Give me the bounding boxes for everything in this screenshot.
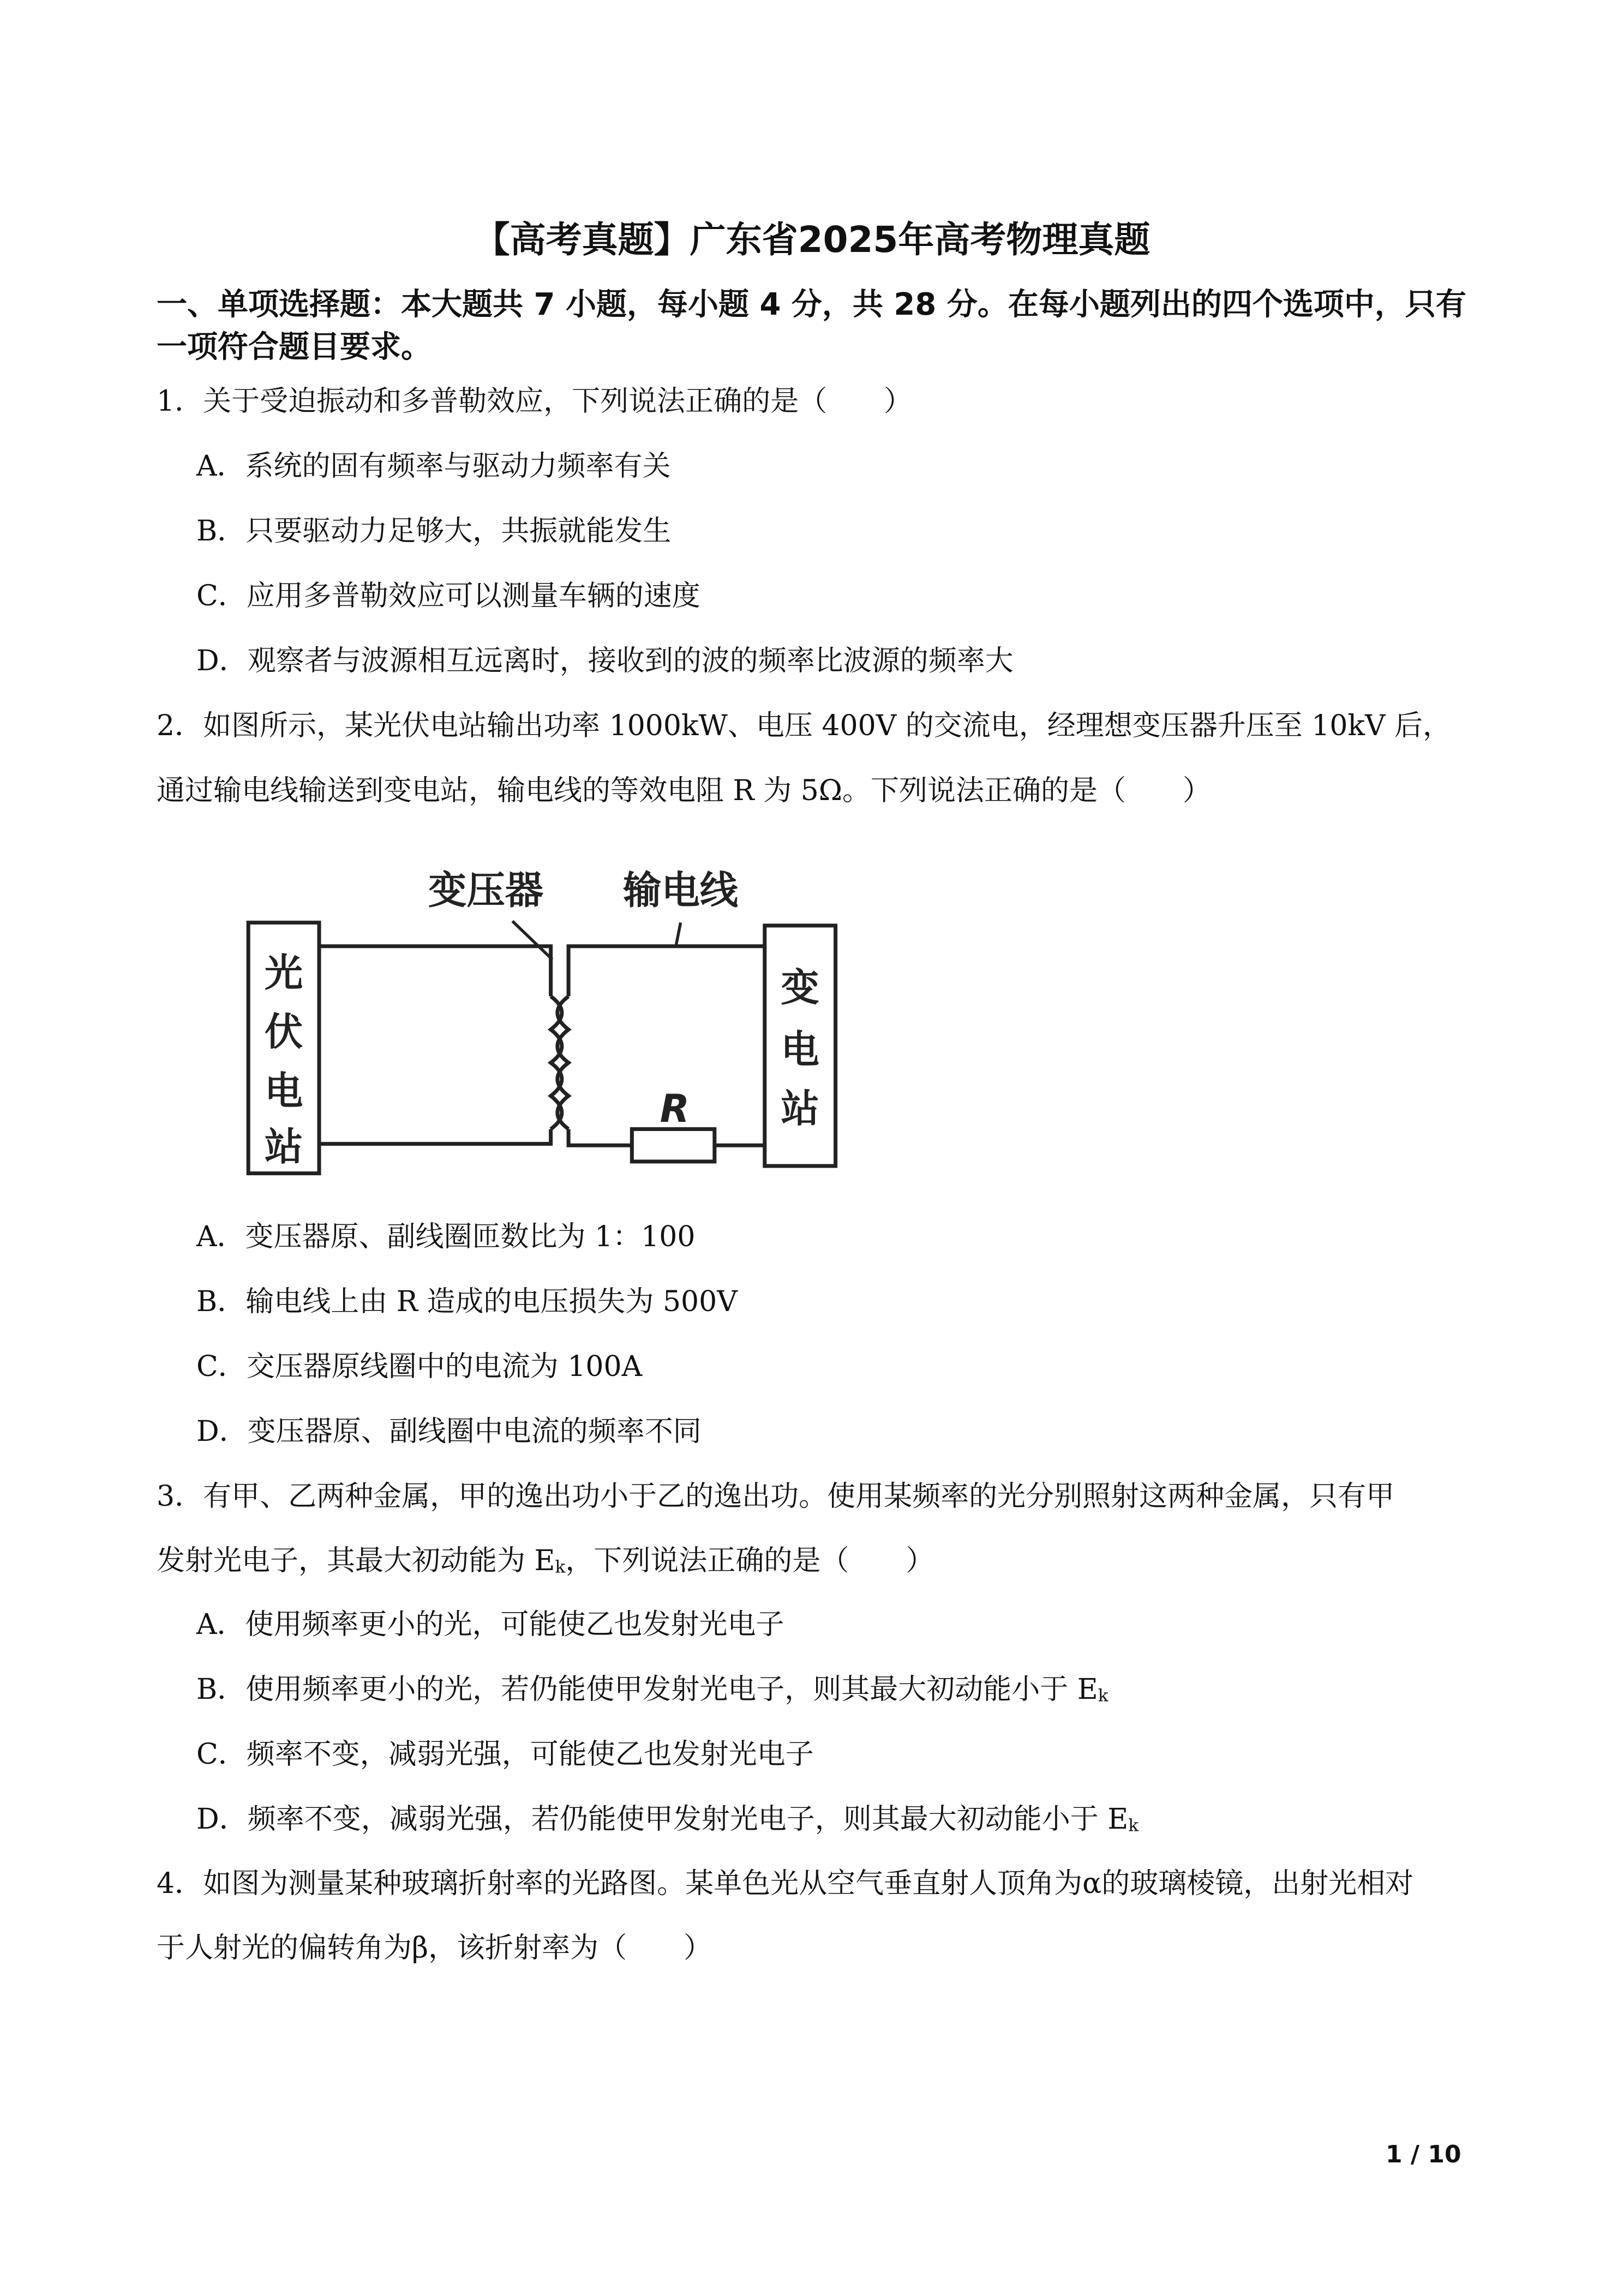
q2-option-d: D．变压器原、副线圈中电流的频率不同: [196, 1415, 702, 1448]
section-heading: 一、单项选择题：本大题共 7 小题，每小题 4 分，共 28 分。在每小题列出的四个选项中，只有一项符合题目要求。: [157, 287, 1466, 365]
transmission-circuit-diagram: [236, 856, 842, 1181]
page-title: 【高考真题】广东省2025年高考物理真题: [474, 219, 1150, 261]
transmission-line-label: 输电线: [623, 868, 739, 913]
question-4-stem-line1: 4．如图为测量某种玻璃折射率的光路图。某单色光从空气垂直射人顶角为α的玻璃棱镜，出射光相对: [157, 1867, 1414, 1900]
q2-option-a: A．变压器原、副线圈匝数比为 1：100: [196, 1221, 696, 1253]
q1-option-d: D．观察者与波源相互远离时，接收到的波的频率比波源的频率大: [196, 645, 1014, 677]
substation-box-char: 电: [781, 1027, 819, 1072]
substation-box-char: 站: [781, 1086, 819, 1131]
primary-circuit-wire: [319, 946, 551, 1144]
substation-box-char: 变: [781, 965, 819, 1011]
transformer-label: 变压器: [428, 868, 544, 913]
pv-box-char: 站: [264, 1125, 303, 1170]
q3-option-d: D．频率不变，减弱光强，若仍能使甲发射光电子，则其最大初动能小于 $E_k$: [196, 1803, 1139, 1836]
q1-option-a: A．系统的固有频率与驱动力频率有关: [196, 450, 671, 483]
question-2-stem-line1: 2．如图所示，某光伏电站输出功率 1000kW、电压 400V 的交流电，经理想变压器升压至 10kV 后，: [157, 710, 1452, 742]
q3-option-c: C．频率不变，减弱光强，可能使乙也发射光电子: [196, 1738, 814, 1771]
question-1-stem: 1．关于受迫振动和多普勒效应，下列说法正确的是（ ）: [157, 385, 913, 418]
q1-option-c: C．应用多普勒效应可以测量车辆的速度: [196, 580, 700, 612]
pv-box-char: 电: [264, 1068, 303, 1114]
q1-option-b: B．只要驱动力足够大，共振就能发生: [196, 515, 672, 548]
resistor-label: R: [660, 1086, 690, 1131]
transformer-leader-line: [512, 921, 552, 959]
page-number: 1 / 10: [1386, 2141, 1461, 2168]
resistor: [632, 1129, 714, 1162]
question-2-stem-line2: 通过输电线输送到变电站，输电线的等效电阻 R 为 5Ω。下列说法正确的是（ ）: [157, 774, 1211, 807]
line-leader-line: [676, 923, 681, 945]
question-3-stem-line2: 发射光电子，其最大初动能为 $E_k$，下列说法正确的是（ ）: [157, 1544, 934, 1577]
q3-option-b: B．使用频率更小的光，若仍能使甲发射光电子，则其最大初动能小于 $E_k$: [196, 1673, 1108, 1706]
question-4-stem-line2: 于人射光的偏转角为β，该折射率为（ ）: [157, 1932, 712, 1964]
pv-box-char: 光: [264, 951, 303, 995]
pv-box-char: 伏: [264, 1009, 303, 1055]
q2-option-c: C．交压器原线圈中的电流为 100A: [196, 1350, 643, 1383]
question-3-stem-line1: 3．有甲、乙两种金属，甲的逸出功小于乙的逸出功。使用某频率的光分别照射这两种金属，只有甲: [157, 1480, 1395, 1513]
q2-option-b: B．输电线上由 R 造成的电压损失为 500V: [196, 1285, 738, 1318]
q3-option-a: A．使用频率更小的光，可能使乙也发射光电子: [196, 1608, 784, 1641]
